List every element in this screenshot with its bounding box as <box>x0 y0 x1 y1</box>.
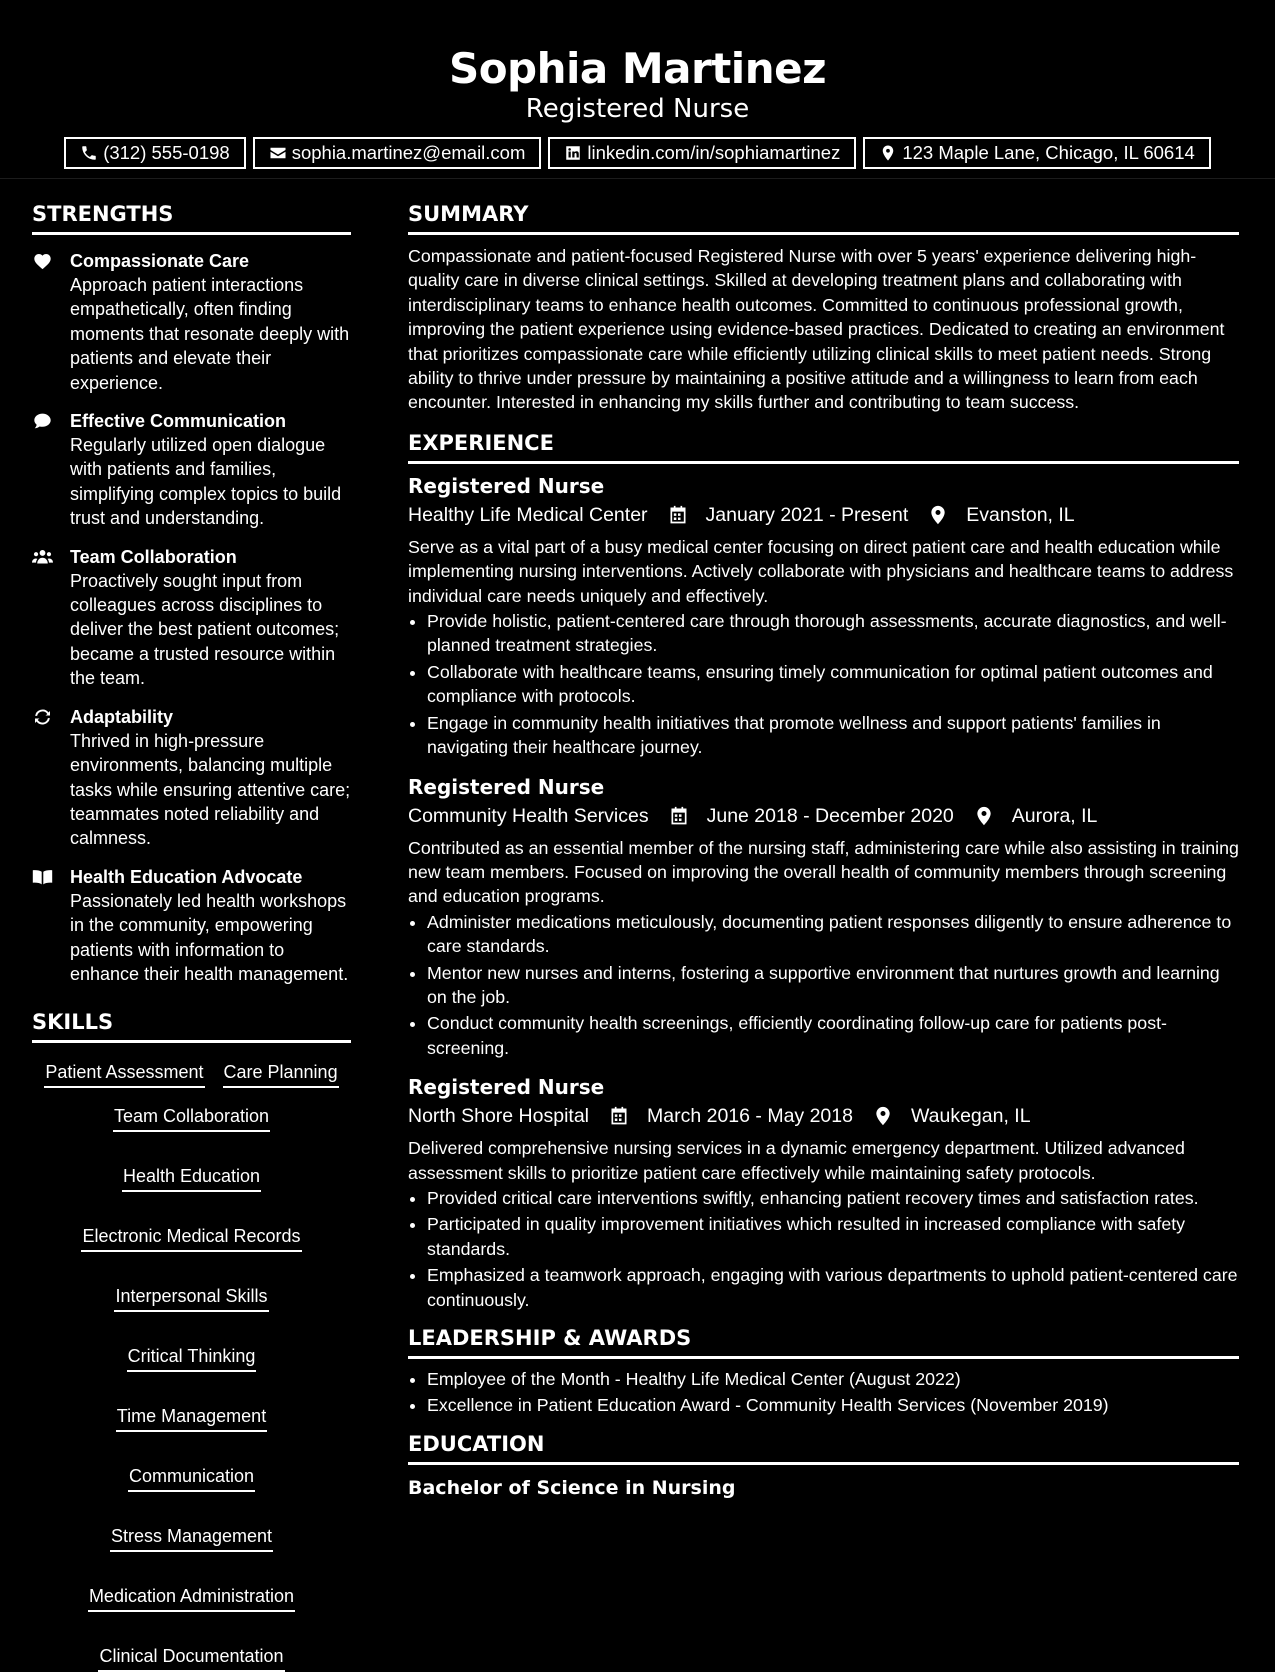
skill-tag: Medication Administration <box>88 1584 295 1612</box>
job-title: Registered Nurse <box>408 1075 605 1100</box>
linkedin-text: linkedin.com/in/sophiamartinez <box>587 142 841 163</box>
job-location: Evanston, IL <box>966 503 1075 526</box>
list-item: • Employee of the Month - Healthy Life Medical Center (August 2022) <box>427 1367 1239 1391</box>
strength-item <box>32 249 351 395</box>
list-item: • Excellence in Patient Education Award - Community Health Services (November 2019) <box>427 1393 1239 1417</box>
job-company: Community Health Services <box>408 804 649 827</box>
summary-heading: SUMMARY <box>408 200 1239 235</box>
email-text: sophia.martinez@email.com <box>291 142 526 163</box>
summary-text: Compassionate and patient-focused Registered Nurse with over 5 years' experience delivering high-quality care in diverse clinical settings. Skilled at developing treatment plans and collaborating with interdisciplinary teams to enhance health outcomes. Committed to continuous professional growth, improving the patient experience using evidence-based practices. Dedicated to creating an environment that prioritizes compassionate care while efficiently utilizing clinical skills to meet patient needs. Strong ability to thrive under pressure by maintaining a positive attitude and a willingness to learn from each encounter. Interested in enhancing my skills further and contributing to team success. <box>408 246 1225 413</box>
skill-tag: Critical Thinking <box>127 1344 257 1372</box>
awards-list <box>408 1367 1239 1418</box>
strength-title: Health Education Advocate <box>70 866 303 887</box>
contact-phone[interactable] <box>64 137 246 169</box>
contact-bar <box>0 137 1275 169</box>
skill-tag: Care Planning <box>223 1060 339 1088</box>
strength-text: Passionately led health workshops in the community, empowering patients with information to enhance their health management. <box>70 890 349 984</box>
job-company: Healthy Life Medical Center <box>408 503 648 526</box>
map-marker-icon <box>879 144 897 162</box>
candidate-name: Sophia Martinez <box>448 44 827 93</box>
job-company: North Shore Hospital <box>408 1105 590 1128</box>
strength-item <box>32 705 351 851</box>
strength-text: Approach patient interactions empathetically, often finding moments that resonate deeply with patients and elevate their experience. <box>70 275 350 393</box>
job-meta <box>408 800 1239 832</box>
strength-item <box>32 865 351 987</box>
skills-list <box>32 1060 351 1672</box>
job-entry <box>408 1074 1239 1312</box>
map-marker-icon <box>928 505 948 525</box>
list-item: • Provided critical care interventions swiftly, enhancing patient recovery times and satisfaction rates. <box>427 1186 1239 1210</box>
job-title: Registered Nurse <box>408 774 605 799</box>
list-item: • Conduct community health screenings, efficiently coordinating follow-up care for patients post-screening. <box>427 1011 1239 1060</box>
contact-email[interactable] <box>253 137 542 169</box>
strength-title: Compassionate Care <box>70 251 250 271</box>
list-item: • Emphasized a teamwork approach, engaging with various departments to uphold patient-centered care continuously. <box>427 1263 1239 1312</box>
experience-heading: EXPERIENCE <box>408 429 1239 464</box>
strength-item <box>32 545 351 691</box>
strength-text: Proactively sought input from colleagues across disciplines to deliver the best patient outcomes; became a trusted resource within the team. <box>70 570 340 689</box>
skill-tag: Interpersonal Skills <box>114 1284 268 1312</box>
sync-icon <box>32 708 53 726</box>
job-bullets <box>408 910 1239 1060</box>
awards-heading: LEADERSHIP & AWARDS <box>408 1324 1239 1359</box>
job-entry <box>408 774 1239 1061</box>
linkedin-icon <box>564 144 582 162</box>
skill-tag: Time Management <box>116 1404 267 1432</box>
job-location: Aurora, IL <box>1011 804 1098 827</box>
skill-tag: Electronic Medical Records <box>81 1224 301 1252</box>
job-description: Contributed as an essential member of the nursing staff, administering care while also assisting in training new team members. Focused on improving the overall health of community members through screening and education programs. <box>408 837 1239 907</box>
job-meta <box>408 1100 1239 1132</box>
job-dates: January 2021 - Present <box>705 503 909 526</box>
strength-text: Regularly utilized open dialogue with patients and families, simplifying complex topics to build trust and understanding. <box>70 435 342 529</box>
job-description: Serve as a vital part of a busy medical center focusing on direct patient care and health education while implementing nursing interventions. Actively collaborate with physicians and healthcare teams to address individual care needs uniquely and effectively. <box>408 536 1234 606</box>
left-column <box>32 200 351 1672</box>
skill-tag: Clinical Documentation <box>98 1644 284 1672</box>
map-marker-icon <box>974 806 994 826</box>
resume-header <box>0 0 1275 179</box>
strength-title: Adaptability <box>70 706 174 727</box>
phone-text: (312) 555-0198 <box>103 142 230 163</box>
job-title: Registered Nurse <box>408 473 605 498</box>
calendar-icon <box>669 806 689 826</box>
list-item: • Participated in quality improvement initiatives which resulted in increased compliance with safety standards. <box>427 1212 1239 1261</box>
skill-tag: Patient Assessment <box>44 1060 204 1088</box>
job-dates: March 2016 - May 2018 <box>647 1105 853 1128</box>
job-bullets <box>408 609 1239 759</box>
job-location: Waukegan, IL <box>910 1105 1031 1128</box>
users-icon <box>32 548 53 566</box>
list-item: • Engage in community health initiatives that promote wellness and support patients' families in navigating their healthcare journey. <box>427 711 1239 760</box>
job-bullets <box>408 1186 1239 1312</box>
skill-tag: Team Collaboration <box>113 1104 270 1132</box>
contact-address[interactable] <box>863 137 1210 169</box>
envelope-icon <box>269 144 287 162</box>
address-text: 123 Maple Lane, Chicago, IL 60614 <box>902 142 1195 163</box>
strengths-heading: STRENGTHS <box>32 200 351 235</box>
job-entry <box>408 473 1239 760</box>
strength-title: Effective Communication <box>70 411 287 432</box>
list-item: • Collaborate with healthcare teams, ensuring timely communication for optimal patient outcomes and compliance with protocols. <box>427 660 1239 709</box>
calendar-icon <box>609 1106 629 1126</box>
book-icon <box>32 868 53 886</box>
strength-title: Team Collaboration <box>70 546 237 567</box>
strength-item <box>32 409 351 531</box>
list-item: • Administer medications meticulously, documenting patient responses diligently to ensure adherence to care standards. <box>427 910 1239 959</box>
candidate-role: Registered Nurse <box>525 94 750 124</box>
heart-icon <box>32 252 53 270</box>
contact-linkedin[interactable] <box>548 137 856 169</box>
education-heading: EDUCATION <box>408 1430 1239 1465</box>
education-degree: Bachelor of Science in Nursing <box>408 1476 736 1499</box>
calendar-icon <box>668 505 688 525</box>
job-dates: June 2018 - December 2020 <box>706 804 954 827</box>
skill-tag: Communication <box>128 1464 255 1492</box>
list-item: • Provide holistic, patient-centered care through thorough assessments, accurate diagnostics, and well-planned treatment strategies. <box>427 609 1239 658</box>
skill-tag: Health Education <box>122 1164 261 1192</box>
list-item: • Mentor new nurses and interns, fostering a supportive environment that nurtures growth and learning on the job. <box>427 961 1239 1010</box>
job-description: Delivered comprehensive nursing services in a dynamic emergency department. Utilized advanced assessment skills to prioritize patient care effectively while maintaining safety protocols. <box>408 1138 1185 1183</box>
strength-text: Thrived in high-pressure environments, balancing multiple tasks while ensuring attentive care; teammates noted reliability and calmness. <box>70 730 351 849</box>
phone-icon <box>80 144 98 162</box>
right-column <box>408 200 1239 1501</box>
job-meta <box>408 499 1239 531</box>
comment-icon <box>32 412 53 430</box>
map-marker-icon <box>873 1106 893 1126</box>
skills-heading: SKILLS <box>32 1008 351 1043</box>
skill-tag: Stress Management <box>110 1524 273 1552</box>
